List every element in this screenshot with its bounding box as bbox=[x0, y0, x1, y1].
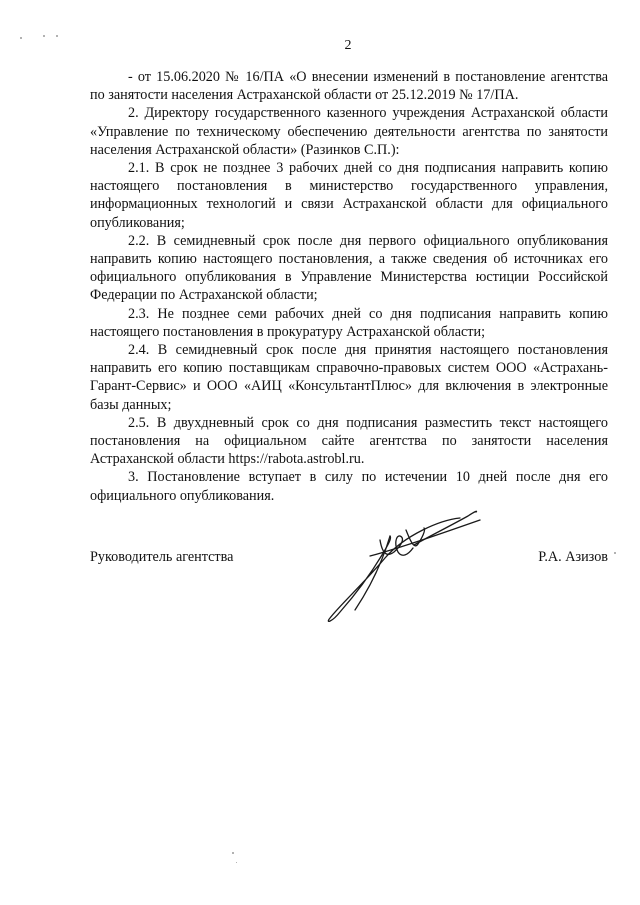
scan-speck bbox=[614, 552, 616, 554]
page-number: 2 bbox=[344, 38, 352, 53]
scan-speck bbox=[56, 35, 58, 37]
signatory-name: Р.А. Азизов bbox=[538, 549, 608, 565]
paragraph-amendment-reference: - от 15.06.2020 № 16/ПА «О внесении изменений в постановление агентства по занятости населения Астраханской области от 25.12.2019 № 17/ПА. bbox=[90, 69, 608, 104]
paragraph-item-2-4: 2.4. В семидневный срок после дня принятия настоящего постановления направить его копию поставщикам справочно-правовых систем ООО «Астрахань-Гарант-Сервис» и ООО «АИЦ «КонсультантПлюс» для включения в электронные базы данных; bbox=[90, 342, 608, 413]
signature-block bbox=[90, 549, 608, 573]
signatory-title: Руководитель агентства bbox=[90, 549, 234, 565]
scan-speck bbox=[43, 35, 45, 37]
paragraph-item-3: 3. Постановление вступает в силу по истечении 10 дней после дня его официального опубликования. bbox=[90, 469, 608, 504]
scan-speck bbox=[20, 37, 22, 39]
paragraph-item-2-1: 2.1. В срок не позднее 3 рабочих дней со дня подписания направить копию настоящего постановления в министерство государственного управления, информационных технологий и связи Астраханской области для официального опубликования; bbox=[90, 160, 608, 231]
scan-speck bbox=[236, 862, 237, 863]
scan-speck bbox=[232, 852, 234, 854]
paragraph-item-2-5: 2.5. В двухдневный срок со дня подписания разместить текст настоящего постановления на официальном сайте агентства по занятости населения Астраханской области https://rabota.astrobl.ru. bbox=[90, 414, 608, 468]
paragraph-item-2-2: 2.2. В семидневный срок после дня первого официального опубликования направить копию настоящего постановления, а также сведения об источниках его официального опубликования в Управление Министерства юстиции Российской Федерации по Астраханской области; bbox=[90, 232, 608, 304]
paragraph-item-2-3: 2.3. Не позднее семи рабочих дней со дня подписания направить копию настоящего постановления в прокуратуру Астраханской области; bbox=[90, 305, 608, 340]
document-body bbox=[90, 68, 608, 505]
paragraph-item-2: 2. Директору государственного казенного учреждения Астраханской области «Управление по техническому обеспечению деятельности агентства по занятости населения Астраханской области» (Разинков С.П.): bbox=[90, 105, 608, 158]
